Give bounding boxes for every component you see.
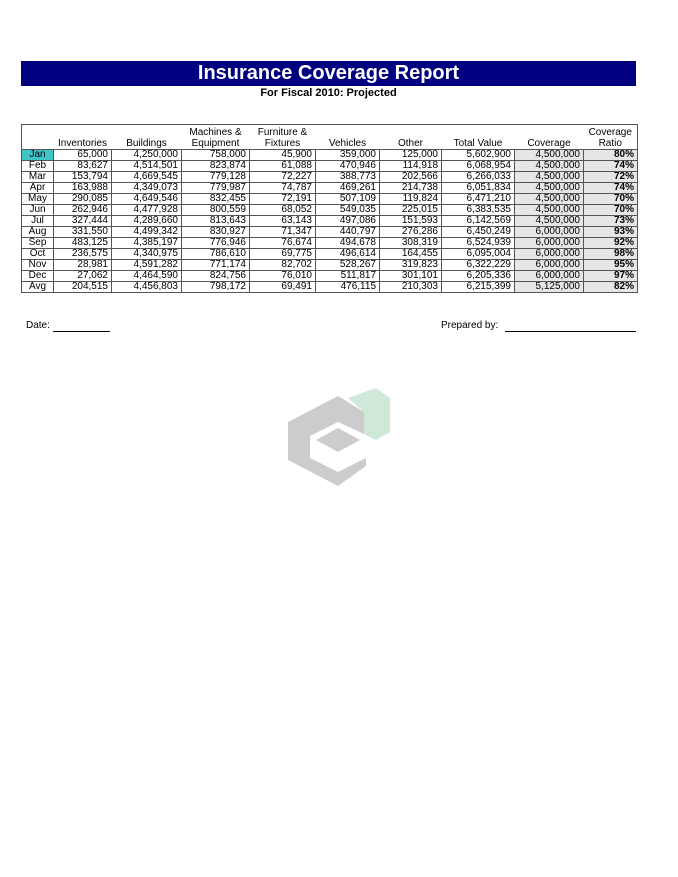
- table-cell[interactable]: 6,068,954: [442, 161, 515, 172]
- table-cell[interactable]: 4,669,545: [112, 172, 182, 183]
- table-cell[interactable]: 319,823: [380, 260, 442, 271]
- table-cell[interactable]: 5,602,900: [442, 150, 515, 161]
- table-cell[interactable]: 164,455: [380, 249, 442, 260]
- month-cell[interactable]: Jan: [22, 150, 54, 161]
- table-row: [22, 205, 638, 216]
- table-cell[interactable]: 331,550: [54, 227, 112, 238]
- table-cell[interactable]: 69,491: [250, 282, 316, 293]
- table-cell[interactable]: 4,349,073: [112, 183, 182, 194]
- column-header-line1: [382, 127, 440, 138]
- column-header: [54, 125, 112, 150]
- table-cell[interactable]: 71,347: [250, 227, 316, 238]
- table-cell[interactable]: 6,524,939: [442, 238, 515, 249]
- table-cell[interactable]: 98%: [584, 249, 638, 260]
- column-header: [22, 125, 54, 150]
- table-cell[interactable]: 74,787: [250, 183, 316, 194]
- table-cell[interactable]: 4,464,590: [112, 271, 182, 282]
- table-cell[interactable]: 496,614: [316, 249, 380, 260]
- table-cell[interactable]: 45,900: [250, 150, 316, 161]
- table-cell[interactable]: 4,289,660: [112, 216, 182, 227]
- table-cell[interactable]: 476,115: [316, 282, 380, 293]
- table-row: [22, 194, 638, 205]
- table-cell[interactable]: 779,128: [182, 172, 250, 183]
- table-cell[interactable]: 82,702: [250, 260, 316, 271]
- table-cell[interactable]: 4,500,000: [515, 161, 584, 172]
- table-cell[interactable]: 6,471,210: [442, 194, 515, 205]
- table-cell[interactable]: 497,086: [316, 216, 380, 227]
- table-cell[interactable]: 301,101: [380, 271, 442, 282]
- table-row: [22, 161, 638, 172]
- table-cell[interactable]: 70%: [584, 205, 638, 216]
- table-cell[interactable]: 758,000: [182, 150, 250, 161]
- table-cell[interactable]: 327,444: [54, 216, 112, 227]
- table-row: [22, 282, 638, 293]
- table-cell[interactable]: 4,649,546: [112, 194, 182, 205]
- table-cell[interactable]: 813,643: [182, 216, 250, 227]
- table-cell[interactable]: 511,817: [316, 271, 380, 282]
- column-header-line1: [517, 127, 582, 138]
- column-header-line2: Fixtures: [264, 138, 301, 149]
- table-cell[interactable]: 440,797: [316, 227, 380, 238]
- month-cell[interactable]: Jul: [22, 216, 54, 227]
- column-header: [250, 125, 316, 150]
- column-header: [112, 125, 182, 150]
- table-cell[interactable]: 125,000: [380, 150, 442, 161]
- table-cell[interactable]: 4,477,928: [112, 205, 182, 216]
- table-cell[interactable]: 76,674: [250, 238, 316, 249]
- table-cell[interactable]: 82%: [584, 282, 638, 293]
- brand-logo-icon: [286, 388, 392, 490]
- table-cell[interactable]: 4,591,282: [112, 260, 182, 271]
- table-cell[interactable]: 308,319: [380, 238, 442, 249]
- table-cell[interactable]: 6,000,000: [515, 238, 584, 249]
- table-cell[interactable]: 4,500,000: [515, 150, 584, 161]
- table-cell[interactable]: 153,794: [54, 172, 112, 183]
- table-cell[interactable]: 470,946: [316, 161, 380, 172]
- table-cell[interactable]: 6,000,000: [515, 260, 584, 271]
- table-cell[interactable]: 771,174: [182, 260, 250, 271]
- table-cell[interactable]: 73%: [584, 216, 638, 227]
- table-cell[interactable]: 6,322,229: [442, 260, 515, 271]
- table-row: [22, 150, 638, 161]
- table-row: [22, 227, 638, 238]
- column-header-line1: [318, 127, 378, 138]
- table-cell[interactable]: 63,143: [250, 216, 316, 227]
- month-cell[interactable]: Sep: [22, 238, 54, 249]
- column-header-line2: Other: [397, 138, 423, 149]
- table-row: [22, 216, 638, 227]
- table-cell[interactable]: 5,125,000: [515, 282, 584, 293]
- table-cell[interactable]: 832,455: [182, 194, 250, 205]
- table-cell[interactable]: 800,559: [182, 205, 250, 216]
- table-cell[interactable]: 798,172: [182, 282, 250, 293]
- column-header-line2: Total Value: [453, 138, 503, 149]
- table-cell[interactable]: 776,946: [182, 238, 250, 249]
- table-cell[interactable]: 4,500,000: [515, 172, 584, 183]
- table-cell[interactable]: 507,109: [316, 194, 380, 205]
- table-cell[interactable]: 4,500,000: [515, 194, 584, 205]
- table-cell[interactable]: 70%: [584, 194, 638, 205]
- table-cell[interactable]: 276,286: [380, 227, 442, 238]
- table-cell[interactable]: 4,514,501: [112, 161, 182, 172]
- month-cell[interactable]: Mar: [22, 172, 54, 183]
- table-row: [22, 183, 638, 194]
- table-cell[interactable]: 114,918: [380, 161, 442, 172]
- table-body: [22, 150, 638, 293]
- table-cell[interactable]: 494,678: [316, 238, 380, 249]
- table-cell[interactable]: 76,010: [250, 271, 316, 282]
- table-cell[interactable]: 483,125: [54, 238, 112, 249]
- column-header-line1: [24, 138, 52, 149]
- column-header-line2: Vehicles: [328, 138, 367, 149]
- table-cell[interactable]: 6,205,336: [442, 271, 515, 282]
- table-cell[interactable]: 163,988: [54, 183, 112, 194]
- table-cell[interactable]: 4,500,000: [515, 205, 584, 216]
- table-header-row: [22, 125, 638, 150]
- table-cell[interactable]: 83,627: [54, 161, 112, 172]
- month-cell[interactable]: Oct: [22, 249, 54, 260]
- coverage-table: [21, 124, 638, 293]
- table-cell[interactable]: 4,499,342: [112, 227, 182, 238]
- column-header-line2: Equipment: [191, 138, 240, 149]
- column-header: [182, 125, 250, 150]
- table-cell[interactable]: 6,383,535: [442, 205, 515, 216]
- table-cell[interactable]: 4,385,197: [112, 238, 182, 249]
- table-cell[interactable]: 528,267: [316, 260, 380, 271]
- table-cell[interactable]: 28,981: [54, 260, 112, 271]
- table-cell[interactable]: 823,874: [182, 161, 250, 172]
- table-row: [22, 260, 638, 271]
- table-row: [22, 249, 638, 260]
- table-cell[interactable]: 69,775: [250, 249, 316, 260]
- table-cell[interactable]: 95%: [584, 260, 638, 271]
- table-row: [22, 172, 638, 183]
- table-cell[interactable]: 779,987: [182, 183, 250, 194]
- month-cell[interactable]: Apr: [22, 183, 54, 194]
- month-cell[interactable]: Nov: [22, 260, 54, 271]
- table-cell[interactable]: 72,191: [250, 194, 316, 205]
- table-cell[interactable]: 72,227: [250, 172, 316, 183]
- column-header-line1: [444, 127, 513, 138]
- table-cell[interactable]: 65,000: [54, 150, 112, 161]
- column-header-line2: Buildings: [126, 138, 167, 149]
- table-cell[interactable]: 74%: [584, 161, 638, 172]
- column-header-line1: [114, 127, 180, 138]
- column-header-line1: Machines &: [189, 127, 242, 138]
- table-cell[interactable]: 204,515: [54, 282, 112, 293]
- month-cell[interactable]: Feb: [22, 161, 54, 172]
- report-title: Insurance Coverage Report: [21, 61, 636, 86]
- month-cell[interactable]: May: [22, 194, 54, 205]
- table-cell[interactable]: 824,756: [182, 271, 250, 282]
- date-label: Date:: [26, 320, 50, 331]
- table-cell[interactable]: 80%: [584, 150, 638, 161]
- column-header: [584, 125, 638, 150]
- table-cell[interactable]: 4,500,000: [515, 216, 584, 227]
- table-cell[interactable]: 119,824: [380, 194, 442, 205]
- month-cell[interactable]: Jun: [22, 205, 54, 216]
- table-cell[interactable]: 6,000,000: [515, 249, 584, 260]
- column-header: [316, 125, 380, 150]
- table-row: [22, 271, 638, 282]
- column-header-line2: Inventories: [58, 138, 107, 149]
- table-row: [22, 238, 638, 249]
- table-cell[interactable]: 93%: [584, 227, 638, 238]
- table-cell[interactable]: 214,738: [380, 183, 442, 194]
- table-cell[interactable]: 97%: [584, 271, 638, 282]
- table-cell[interactable]: 359,000: [316, 150, 380, 161]
- table-cell[interactable]: 549,035: [316, 205, 380, 216]
- table-cell[interactable]: 6,095,004: [442, 249, 515, 260]
- table-cell[interactable]: 6,051,834: [442, 183, 515, 194]
- month-cell[interactable]: Dec: [22, 271, 54, 282]
- table-cell[interactable]: 74%: [584, 183, 638, 194]
- table-cell[interactable]: 68,052: [250, 205, 316, 216]
- column-header-line1: [56, 127, 110, 138]
- column-header-line2: Coverage: [527, 138, 571, 149]
- month-cell[interactable]: Avg: [22, 282, 54, 293]
- column-header: [515, 125, 584, 150]
- table-cell[interactable]: 290,085: [54, 194, 112, 205]
- table-cell[interactable]: 61,088: [250, 161, 316, 172]
- table-cell[interactable]: 6,450,249: [442, 227, 515, 238]
- report-subtitle: For Fiscal 2010: Projected: [260, 87, 397, 99]
- prepared-by-line[interactable]: [505, 331, 636, 332]
- table-cell[interactable]: 236,575: [54, 249, 112, 260]
- table-cell[interactable]: 4,250,000: [112, 150, 182, 161]
- table-cell[interactable]: 6,142,569: [442, 216, 515, 227]
- table-cell[interactable]: 6,215,399: [442, 282, 515, 293]
- table-cell[interactable]: 469,261: [316, 183, 380, 194]
- table-cell[interactable]: 72%: [584, 172, 638, 183]
- column-header: [380, 125, 442, 150]
- column-header-line2: Ratio: [598, 138, 622, 149]
- table-cell[interactable]: 27,062: [54, 271, 112, 282]
- table-cell[interactable]: 225,015: [380, 205, 442, 216]
- column-header: [442, 125, 515, 150]
- table-cell[interactable]: 262,946: [54, 205, 112, 216]
- table-cell[interactable]: 4,500,000: [515, 183, 584, 194]
- column-header-line1: Coverage: [588, 127, 632, 138]
- table-cell[interactable]: 4,340,975: [112, 249, 182, 260]
- table-cell[interactable]: 210,303: [380, 282, 442, 293]
- column-header-line1: Furniture &: [257, 127, 308, 138]
- table-cell[interactable]: 6,000,000: [515, 271, 584, 282]
- table-cell[interactable]: 388,773: [316, 172, 380, 183]
- month-cell[interactable]: Aug: [22, 227, 54, 238]
- prepared-by-label: Prepared by:: [441, 320, 499, 331]
- table-cell[interactable]: 151,593: [380, 216, 442, 227]
- table-cell[interactable]: 4,456,803: [112, 282, 182, 293]
- table-cell[interactable]: 6,266,033: [442, 172, 515, 183]
- date-line[interactable]: [53, 331, 110, 332]
- table-cell[interactable]: 6,000,000: [515, 227, 584, 238]
- table-cell[interactable]: 92%: [584, 238, 638, 249]
- table-cell[interactable]: 202,566: [380, 172, 442, 183]
- table-cell[interactable]: 786,610: [182, 249, 250, 260]
- table-cell[interactable]: 830,927: [182, 227, 250, 238]
